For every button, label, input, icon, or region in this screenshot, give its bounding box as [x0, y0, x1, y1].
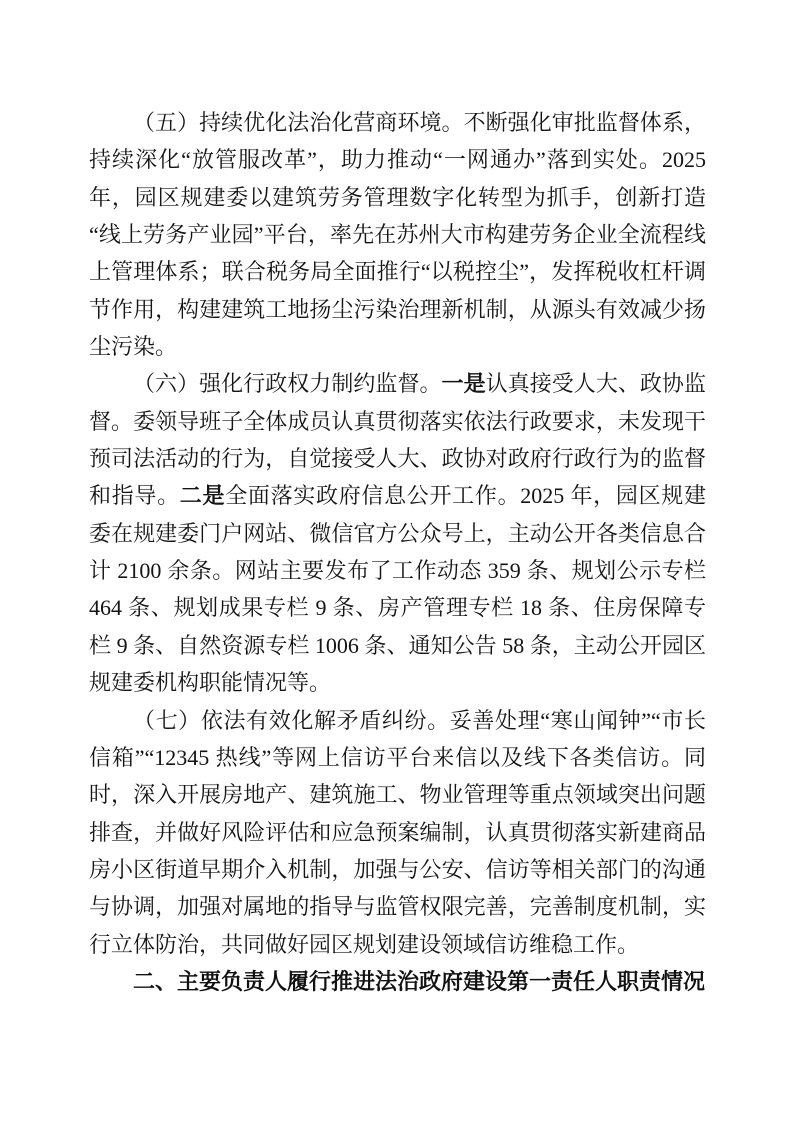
- bold-lead-in-first: 一是: [441, 371, 486, 397]
- paragraph-text: （七）依法有效化解矛盾纠纷。妥善处理“寒山闻钟”“市长信箱”“12345 热线”等网上信访平台来信以及线下各类信访。同时，深入开展房地产、建筑施工、物业管理等重点领域突出问题排查，并做好风险评估和应急预案编制，认真贯彻落实新建商品房小区街道早期介入机制，加强与公安、信访等相关部门的沟通与协调，加强对属地的指导与监管权限完善，完善制度机制，实行立体防治，共同做好园区规划建设领域信访维稳工作。: [89, 707, 706, 957]
- paragraph-section-5: [89, 104, 706, 365]
- section-heading-2: 二、主要负责人履行推进法治政府建设第一责任人职责情况: [133, 968, 706, 994]
- document-content: [89, 104, 706, 1000]
- paragraph-text: 全面落实政府信息公开工作。2025 年，园区规建委在规建委门户网站、微信官方公众号上，主动公开各类信息合计 2100 余条。网站主要发布了工作动态 359 条、规划公示专栏 464 条、规划成果专栏 9 条、房产管理专栏 18 条、住房保障专栏 9 条、自然资源专栏 1006 条、通知公告 58 条，主动公开园区规建委机构职能情况等。: [89, 483, 706, 696]
- paragraph-text: 认真接受人大、政协监督。委领导班子全体成员认真贯彻落实依法行政要求，未发现干预司法活动的行为，自觉接受人大、政协对政府行政行为的监督和指导。: [89, 371, 706, 509]
- paragraph-section-6: [89, 365, 706, 701]
- paragraph-text: （六）强化行政权力制约监督。: [133, 371, 442, 397]
- paragraph-text: （五）持续优化法治化营商环境。不断强化审批监督体系，持续深化“放管服改革”，助力推动“一网通办”落到实处。2025 年，园区规建委以建筑劳务管理数字化转型为抓手，创新打造“线上劳务产业园”平台，率先在苏州大市构建劳务企业全流程线上管理体系；联合税务局全面推行“以税控尘”，发挥税收杠杆调节作用，构建建筑工地扬尘污染治理新机制，从源头有效减少扬尘污染。: [89, 110, 706, 360]
- bold-lead-in-second: 二是: [179, 483, 226, 509]
- paragraph-section-7: [89, 702, 706, 963]
